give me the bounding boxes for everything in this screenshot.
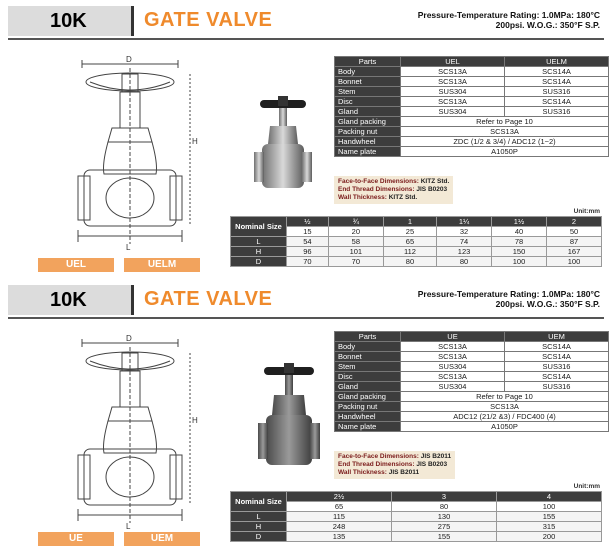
materials-span-row: Packing nut SCS13A bbox=[335, 402, 609, 412]
dim-label-h: H bbox=[192, 416, 198, 425]
col-model-a: UE bbox=[401, 332, 505, 342]
materials-span-row: Handwheel ADC12 (21/2 &3) / FDC400 (4) bbox=[335, 412, 609, 422]
dimension-row-h: H 96 101 112 123 150 167 bbox=[231, 247, 602, 257]
nominal-size-header: Nominal Size bbox=[231, 217, 287, 237]
nominal-size-header: Nominal Size bbox=[231, 492, 287, 512]
dimensions-table: Nominal Size 2½ 3 4 65 80 100 L 115 130 155 H 248 275 315 D 135 155 200 bbox=[230, 491, 602, 542]
dim-label-l: L bbox=[126, 243, 131, 252]
materials-span-row: Name plate A1050P bbox=[335, 147, 609, 157]
col-model-b: UELM bbox=[505, 57, 609, 67]
dimension-row-l: L 54 58 65 74 78 87 bbox=[231, 237, 602, 247]
standards-notes: Face-to-Face Dimensions: KITZ Std. End Thread Dimensions: JIS B0203 Wall Thickness: KITZ Std. bbox=[334, 176, 453, 204]
materials-table bbox=[334, 331, 609, 432]
unit-label: Unit:mm bbox=[573, 208, 600, 215]
model-label-uem: UEM bbox=[124, 532, 200, 546]
materials-span-row: Packing nut SCS13A bbox=[335, 127, 609, 137]
valve-dimension-drawing bbox=[60, 54, 200, 254]
dimension-row-l: L 115 130 155 bbox=[231, 512, 602, 522]
standards-notes: Face-to-Face Dimensions: JIS B2011 End Thread Dimensions: JIS B0203 Wall Thickness: JIS B2011 bbox=[334, 451, 455, 479]
pressure-class-tab: 10K bbox=[8, 6, 134, 36]
valve-photo bbox=[258, 363, 320, 473]
dimension-row-h: H 248 275 315 bbox=[231, 522, 602, 532]
col-model-a: UEL bbox=[401, 57, 505, 67]
materials-table bbox=[334, 56, 609, 157]
header-rule bbox=[8, 317, 604, 319]
valve-photo bbox=[252, 96, 314, 200]
col-parts: Parts bbox=[335, 57, 401, 67]
model-label-ue: UE bbox=[38, 532, 114, 546]
materials-span-row: Gland packing Refer to Page 10 bbox=[335, 392, 609, 402]
materials-row: Bonnet SCS13A SCS14A bbox=[335, 352, 609, 362]
section-header bbox=[0, 285, 612, 315]
materials-row: Gland SUS304 SUS316 bbox=[335, 382, 609, 392]
section-header bbox=[0, 6, 612, 36]
model-label-uel: UEL bbox=[38, 258, 114, 272]
col-parts: Parts bbox=[335, 332, 401, 342]
materials-row: Disc SCS13A SCS14A bbox=[335, 97, 609, 107]
dimensions-table: Nominal Size ½ ¾ 1 1¼ 1½ 2 15 20 25 32 40 50 L 54 58 65 74 78 87 H 96 101 112 123 150 167 D 70 70 80 80 100 100 bbox=[230, 216, 602, 267]
gate-valve-section-2 bbox=[0, 279, 612, 554]
model-label-uelm: UELM bbox=[124, 258, 200, 272]
dim-label-h: H bbox=[192, 137, 198, 146]
pressure-rating: Pressure-Temperature Rating: 1.0MPa: 180°C 200psi. W.O.G.: 350°F S.P. bbox=[417, 10, 600, 30]
product-title: GATE VALVE bbox=[144, 9, 273, 31]
pressure-rating: Pressure-Temperature Rating: 1.0MPa: 180°C 200psi. W.O.G.: 350°F S.P. bbox=[417, 289, 600, 309]
unit-label: Unit:mm bbox=[573, 483, 600, 490]
materials-row: Stem SUS304 SUS316 bbox=[335, 87, 609, 97]
materials-row: Body SCS13A SCS14A bbox=[335, 342, 609, 352]
materials-row: Body SCS13A SCS14A bbox=[335, 67, 609, 77]
dim-label-d: D bbox=[126, 55, 132, 64]
pressure-class-tab: 10K bbox=[8, 285, 134, 315]
valve-dimension-drawing bbox=[60, 333, 200, 533]
materials-row: Bonnet SCS13A SCS14A bbox=[335, 77, 609, 87]
materials-header-row bbox=[335, 57, 609, 67]
product-title: GATE VALVE bbox=[144, 288, 273, 310]
header-rule bbox=[8, 38, 604, 40]
materials-span-row: Handwheel ZDC (1/2 & 3/4) / ADC12 (1~2) bbox=[335, 137, 609, 147]
materials-row: Gland SUS304 SUS316 bbox=[335, 107, 609, 117]
materials-header-row bbox=[335, 332, 609, 342]
col-model-b: UEM bbox=[505, 332, 609, 342]
dimension-row-d: D 135 155 200 bbox=[231, 532, 602, 542]
materials-span-row: Name plate A1050P bbox=[335, 422, 609, 432]
materials-span-row: Gland packing Refer to Page 10 bbox=[335, 117, 609, 127]
dimension-row-d: D 70 70 80 80 100 100 bbox=[231, 257, 602, 267]
materials-row: Disc SCS13A SCS14A bbox=[335, 372, 609, 382]
materials-row: Stem SUS304 SUS316 bbox=[335, 362, 609, 372]
dim-label-l: L bbox=[126, 522, 131, 531]
dim-label-d: D bbox=[126, 334, 132, 343]
